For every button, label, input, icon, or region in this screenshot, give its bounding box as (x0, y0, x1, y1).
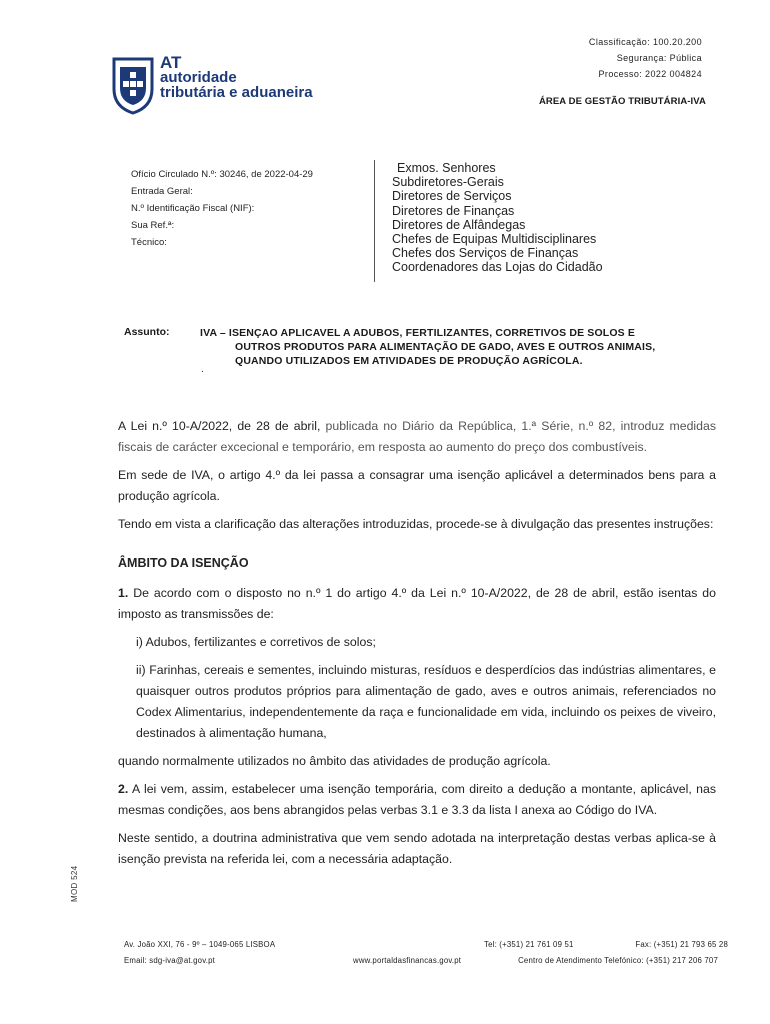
paragraph-2-number: 2. (118, 782, 129, 796)
footer-phone-center: Centro de Atendimento Telefónico: (+351) 217 206 707 (518, 956, 718, 965)
recipients-block (392, 161, 603, 275)
paragraph-iva: Em sede de IVA, o artigo 4.º da lei passa a consagrar uma isenção aplicável a determinados bens para a produção agrícola. (118, 468, 716, 503)
footer (124, 937, 728, 969)
subject-dot: . (201, 364, 204, 375)
form-code: MOD 524 (70, 865, 79, 902)
section-heading: ÂMBITO DA ISENÇÃO (118, 556, 249, 570)
reference-block (131, 166, 313, 251)
document-metadata (589, 34, 702, 82)
security-level: Segurança: Pública (616, 53, 702, 63)
paragraph-1-text: De acordo com o disposto no n.º 1 do artigo 4.º da Lei n.º 10-A/2022, de 28 de abril, estão isentas do imposto as transmissões de: (118, 586, 716, 621)
footer-fax: Fax: (+351) 21 793 65 28 (635, 940, 728, 949)
recipient-salutation: Exmos. Senhores (397, 161, 496, 175)
portugal-emblem-icon (110, 55, 156, 115)
recipient-line: Subdiretores-Gerais (392, 175, 504, 190)
ref-entrada: Entrada Geral: (131, 186, 193, 197)
classification: Classificação: 100.20.200 (588, 37, 702, 47)
ref-sua-ref: Sua Ref.ª: (131, 220, 175, 231)
footer-address: Av. João XXI, 76 - 9º – 1049-065 LISBOA (124, 940, 276, 949)
at-logo (110, 55, 313, 115)
subject-line-3: QUANDO UTILIZADOS EM ATIVIDADES DE PRODUÇÃO AGRÍCOLA. (235, 355, 583, 367)
list-item: i) Adubos, fertilizantes e corretivos de solos; (136, 635, 376, 649)
ref-nif: N.º Identificação Fiscal (NIF): (131, 203, 255, 214)
logo-line-autoridade: autoridade (160, 69, 237, 86)
paragraph-intro (118, 416, 716, 458)
paragraph-instructions: Tendo em vista a clarificação das alterações introduzidas, procede-se à divulgação das presentes instruções: (118, 517, 714, 531)
footer-website[interactable]: www.portaldasfinancas.gov.pt (353, 956, 462, 965)
recipient-line: Coordenadores das Lojas do Cidadão (392, 260, 603, 275)
recipient-line: Diretores de Finanças (392, 203, 515, 218)
logo-line-tributaria: tributária e aduaneira (160, 84, 313, 101)
footer-tel: Tel: (+351) 21 761 09 51 (484, 940, 574, 949)
list-item: ii) Farinhas, cereais e sementes, incluindo misturas, resíduos e desperdícios das indústrias alimentares, e quaisquer outros produtos próprios para alimentação de gado, aves e outros animais, referenciados no Codex Alimentarius, independentemente da raça e funcionalidade em vida, incluindo os peixes de viveiro, destinados à alimentação humana, (136, 663, 716, 740)
recipient-line: Chefes dos Serviços de Finanças (392, 246, 579, 261)
paragraph-1-number: 1. (118, 586, 129, 600)
paragraph-2 (118, 779, 716, 821)
subject-text (200, 326, 710, 368)
department-area: ÁREA DE GESTÃO TRIBUTÁRIA-IVA (538, 96, 706, 107)
paragraph-doctrine: Neste sentido, a doutrina administrativa que vem sendo adotada na interpretação destas verbas aplica-se à isenção prevista na referida lei, com a necessária adaptação. (118, 831, 716, 866)
letter-body (118, 416, 716, 877)
logo-at: AT (160, 53, 182, 72)
footer-email[interactable]: Email: sdg-iva@at.gov.pt (124, 956, 216, 965)
recipient-line: Chefes de Equipas Multidisciplinares (392, 232, 597, 247)
paragraph-2-text: A lei vem, assim, estabelecer uma isenção temporária, com direito a dedução a montante, aplicável, nas mesmas condições, aos bens abrangidos pelas verbas 3.1 e 3.3 da lista I anexa ao Código do IVA. (118, 782, 716, 817)
recipient-line: Diretores de Alfândegas (392, 217, 526, 232)
vertical-divider (374, 160, 375, 282)
subject-line-2: OUTROS PRODUTOS PARA ALIMENTAÇÃO DE GADO, AVES E OUTROS ANIMAIS, (235, 341, 656, 353)
subject-line-1: IVA – ISENÇAO APLICAVEL A ADUBOS, FERTILIZANTES, CORRETIVOS DE SOLOS E (200, 327, 636, 339)
subject-label: Assunto: (124, 326, 170, 338)
process-number: Processo: 2022 004824 (598, 69, 702, 79)
law-reference: A Lei n.º 10-A/2022, de 28 de abril, (118, 419, 321, 433)
recipient-line: Diretores de Serviços (392, 189, 512, 204)
ref-oficio: Ofício Circulado N.º: 30246, de 2022-04-29 (131, 169, 313, 180)
paragraph-agricultural-use: quando normalmente utilizados no âmbito das atividades de produção agrícola. (118, 754, 551, 768)
paragraph-1 (118, 583, 716, 625)
intro-rest: publicada no Diário da República, 1.ª Série, n.º 82, introduz medidas fiscais de carácter excecional e temporário, em resposta ao aumento do preço dos combustíveis. (118, 419, 716, 454)
ref-tecnico: Técnico: (131, 237, 167, 248)
